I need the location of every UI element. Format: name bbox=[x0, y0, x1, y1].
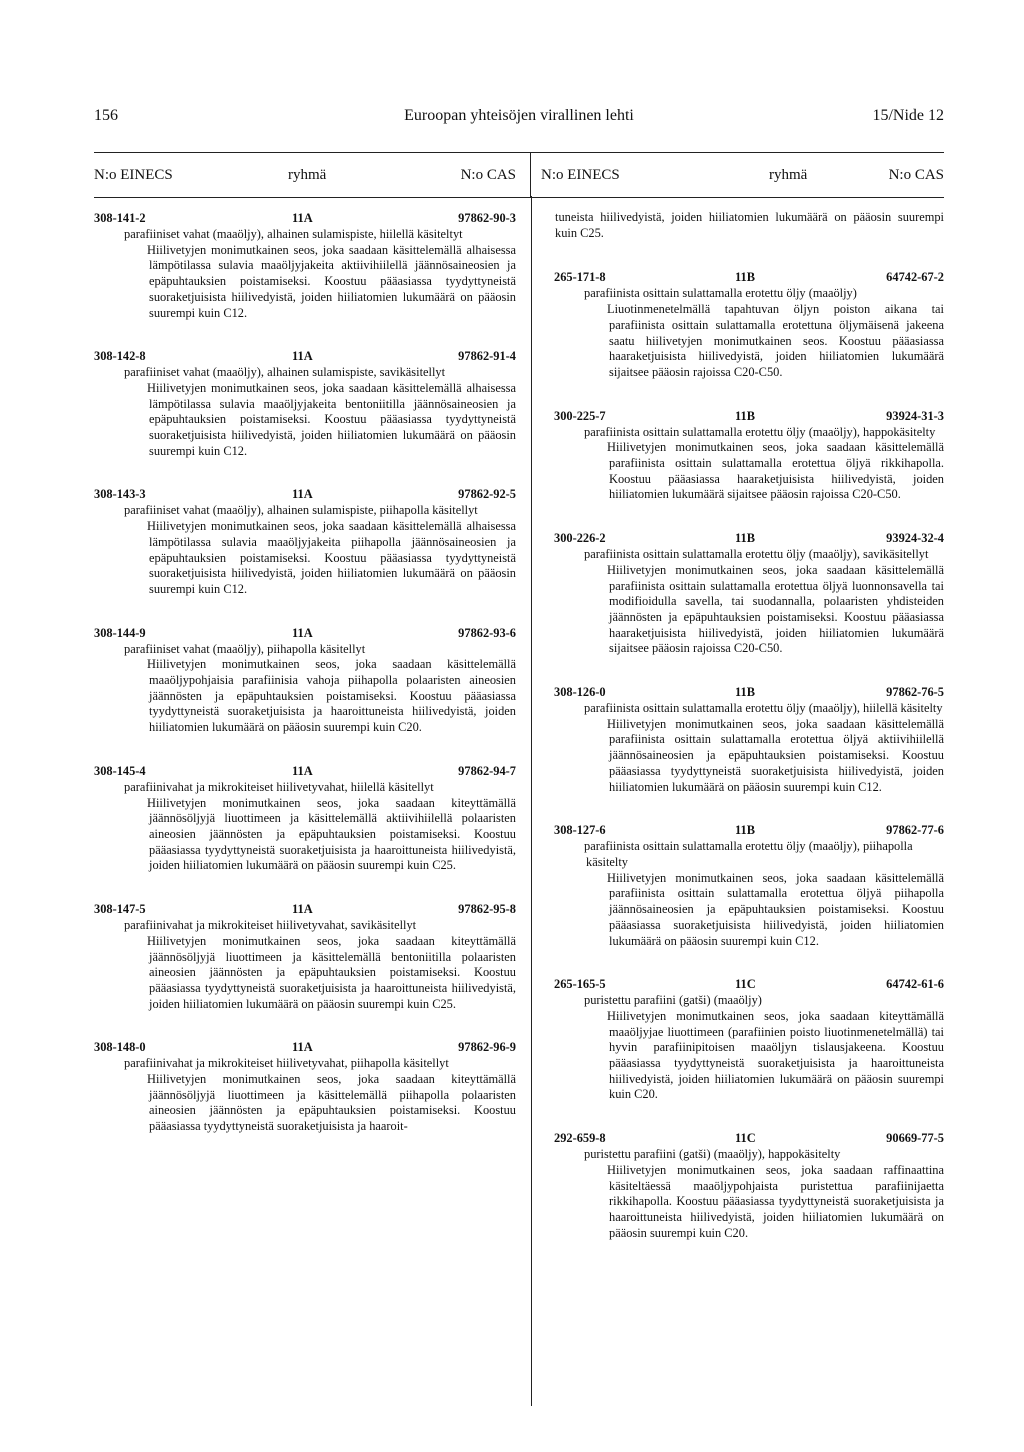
entry-header bbox=[94, 625, 516, 642]
substance-name: parafiinista osittain sulattamalla erotettu öljy (maaöljy) bbox=[584, 286, 857, 301]
einecs-number: 265-171-8 bbox=[554, 270, 606, 285]
substance-description: Hiilivetyjen monimutkainen seos, joka saadaan käsittelemällä parafiinista osittain sulattamalla erotettua öljyä luonnonsavella tai modifioidulla savella, tai suodannalla, polaaristen yhdisteiden jäännösten ja epäpuhtauksien poistamiseksi. Koostuu pääasiassa haaraketjuisista hiilivedyistä, joiden hiiliatomien lukumäärä sijaitsee pääosin rajoissa C20-C50. bbox=[607, 562, 944, 656]
substance-description: Hiilivetyjen monimutkainen seos, joka saadaan käsittelemällä maaöljypohjaisia parafiinisia vahoja piihapolla polaaristen aineosien jäännösten ja epäpuhtauksien poistamiseksi. Koostuu pääasiassa tyydyttyneistä suoraketjuisista ja haaroittuneista hiilivedyistä, joiden hiiliatomien lukumäärä on pääosin suurempi kuin C20. bbox=[147, 657, 516, 735]
einecs-number: 308-147-5 bbox=[94, 902, 146, 917]
entry-header bbox=[94, 210, 516, 227]
substance-description: Hiilivetyjen monimutkainen seos, joka saadaan käsittelemällä parafiinista osittain sulattamalla erotettua öljyä rikkihapolla. Koostuu pääasiassa haaraketjuisista hiilivedyistä, joiden hiiliatomien lukumäärä sijaitsee pääosin rajoissa C20-C50. bbox=[607, 440, 944, 502]
cas-number: 97862-90-3 bbox=[458, 211, 516, 225]
group-code: 11A bbox=[292, 349, 313, 364]
group-code: 11B bbox=[735, 531, 755, 546]
substance-name: parafiinivahat ja mikrokiteiset hiilivetyvahat, hiilellä käsitellyt bbox=[124, 779, 434, 794]
cas-number: 90669-77-5 bbox=[886, 1131, 944, 1146]
entry-header bbox=[554, 1130, 944, 1147]
substance-name: parafiiniset vahat (maaöljy), alhainen sulamispiste, piihapolla käsitellyt bbox=[124, 503, 478, 518]
substance-entry bbox=[94, 1039, 516, 1135]
substance-description: Hiilivetyjen monimutkainen seos, joka saadaan kiteyttämällä jäännösöljyjä liuottimeen ja käsittelemällä bentoniitilla polaaristen aineosien jäännösten ja epäpuhtauksien poistamiseksi. Koostuu pääasiassa tyydyttyneistä suoraketjuisista ja haaroittuneista hiilivedyistä, joiden hiiliatomien lukumäärä on pääosin suurempi kuin C25. bbox=[147, 933, 516, 1011]
substance-entry bbox=[94, 348, 516, 459]
substance-entry bbox=[94, 901, 516, 1012]
cas-number: 97862-94-7 bbox=[458, 763, 516, 778]
substance-entry bbox=[94, 763, 516, 874]
left-column bbox=[94, 210, 516, 1162]
page-header bbox=[94, 104, 944, 128]
entry-header bbox=[94, 901, 516, 918]
cas-number: 93924-31-3 bbox=[886, 408, 944, 423]
group-code: 11A bbox=[292, 763, 313, 778]
einecs-number: 308-126-0 bbox=[554, 685, 606, 700]
entry-header bbox=[554, 408, 944, 425]
group-code: 11C bbox=[735, 1131, 756, 1146]
cas-number: 97862-77-6 bbox=[886, 823, 944, 838]
substance-description: Hiilivetyjen monimutkainen seos, joka saadaan kiteyttämällä jäännösöljyjä liuottimeen ja käsittelemällä piihapolla polaaristen aineosien jäännösten ja epäpuhtauksien poistamiseksi. Koostuu pääasiassa tyydyttyneistä suoraketjuisista ja haaroit- bbox=[147, 1072, 516, 1134]
substance-entry bbox=[554, 1130, 944, 1241]
group-code: 11B bbox=[735, 270, 755, 285]
cas-number: 97862-93-6 bbox=[458, 625, 516, 640]
header-group: ryhmä bbox=[769, 167, 808, 183]
substance-entry bbox=[94, 210, 516, 321]
group-code: 11B bbox=[735, 823, 755, 838]
substance-description: Hiilivetyjen monimutkainen seos, joka saadaan kiteyttämällä maaöljyjae liuottimeen (parafiinien poisto liuotinmenetelmällä) tai hyvin parafiinipitoisen maaöljyn tislausjakeena. Koostuu pääasiassa tyydyttyneistä suoraketjuisista ja haaroittuneista hiilivedyistä, joiden hiiliatomien lukumäärä on pääosin suurempi kuin C20. bbox=[607, 1008, 944, 1102]
entry-header bbox=[554, 530, 944, 547]
substance-entry bbox=[554, 684, 944, 795]
right-column bbox=[554, 210, 944, 1268]
substance-name: parafiiniset vahat (maaöljy), alhainen sulamispiste, savikäsitellyt bbox=[124, 365, 446, 380]
column-header-right bbox=[531, 152, 944, 198]
group-code: 11A bbox=[292, 487, 313, 502]
header-einecs: N:o EINECS bbox=[541, 167, 620, 183]
einecs-number: 308-142-8 bbox=[94, 349, 146, 364]
cas-number: 97862-95-8 bbox=[458, 902, 516, 917]
group-code: 11B bbox=[735, 685, 755, 700]
substance-entry bbox=[554, 269, 944, 380]
cas-number: 97862-92-5 bbox=[458, 487, 516, 502]
substance-description: Hiilivetyjen monimutkainen seos, joka saadaan käsittelemällä alhaisessa lämpötilassa sulavia maaöljyjakeita piihapolla jäännösaineosien ja epäpuhtauksien poistamiseksi. Koostuu pääasiassa tyydyttyneistä suoraketjuisista hiilivedyistä, joiden hiiliatomien lukumäärä on pääosin suurempi kuin C12. bbox=[147, 519, 516, 596]
group-code: 11A bbox=[292, 211, 313, 225]
substance-entry bbox=[554, 408, 944, 504]
einecs-number: 308-145-4 bbox=[94, 763, 146, 778]
cas-number: 64742-61-6 bbox=[886, 977, 944, 992]
einecs-number: 265-165-5 bbox=[554, 977, 606, 992]
entry-header bbox=[94, 348, 516, 365]
einecs-number: 300-225-7 bbox=[554, 408, 606, 423]
einecs-number: 308-143-3 bbox=[94, 487, 146, 502]
group-code: 11A bbox=[292, 625, 313, 640]
einecs-number: 308-141-2 bbox=[94, 211, 146, 225]
page-number: 156 bbox=[94, 107, 118, 124]
substance-name: parafiinivahat ja mikrokiteiset hiilivetyvahat, piihapolla käsitellyt bbox=[124, 1056, 449, 1071]
cas-number: 97862-96-9 bbox=[458, 1040, 516, 1055]
header-group: ryhmä bbox=[288, 167, 327, 183]
einecs-number: 308-148-0 bbox=[94, 1040, 146, 1055]
cas-number: 97862-91-4 bbox=[458, 349, 516, 364]
substance-entry bbox=[554, 530, 944, 657]
substance-name: parafiinista osittain sulattamalla erotettu öljy (maaöljy), hiilellä käsitelty bbox=[584, 701, 943, 716]
einecs-number: 308-144-9 bbox=[94, 625, 146, 640]
journal-title: Euroopan yhteisöjen virallinen lehti bbox=[404, 107, 634, 124]
header-cas: N:o CAS bbox=[888, 167, 944, 183]
substance-entry bbox=[94, 486, 516, 597]
substance-name: puristettu parafiini (gatši) (maaöljy) bbox=[584, 993, 762, 1008]
substance-description: Hiilivetyjen monimutkainen seos, joka saadaan käsittelemällä alhaisessa lämpötilassa sulavia maaöljyjakeita aktiivihiilellä jäännösaineosien ja epäpuhtauksien poistamiseksi. Koostuu pääasiassa tyydyttyneistä suoraketjuisista hiilivedyistä, joiden hiiliatomien lukumäärä on pääosin suurempi kuin C12. bbox=[147, 242, 516, 320]
header-cas: N:o CAS bbox=[460, 167, 516, 183]
cas-number: 97862-76-5 bbox=[886, 685, 944, 700]
einecs-number: 300-226-2 bbox=[554, 531, 606, 546]
substance-entry bbox=[554, 822, 944, 949]
volume-label: 15/Nide 12 bbox=[872, 107, 944, 124]
substance-description: Hiilivetyjen monimutkainen seos, joka saadaan käsittelemällä alhaisessa lämpötilassa sulavia maaöljyjakeita bentoniitilla jäännösaineosien ja epäpuhtauksien poistamiseksi. Koostuu pääasiassa tyydyttyneistä suoraketjuisista hiilivedyistä, joiden hiiliatomien lukumäärä on pääosin suurempi kuin C12. bbox=[147, 380, 516, 458]
entry-header bbox=[554, 976, 944, 993]
substance-name: puristettu parafiini (gatši) (maaöljy), happokäsitelty bbox=[584, 1147, 841, 1162]
substance-description: Hiilivetyjen monimutkainen seos, joka saadaan käsittelemällä parafiinista osittain sulattamalla erotettua öljyä aktiivihiilellä jäännösaineosien ja epäpuhtauksien poistamiseksi. Koostuu pääasiassa tyydyttyneistä suoraketjuisista hiilivedyistä, joiden hiiliatomien lukumäärä on pääosin suurempi kuin C12. bbox=[607, 716, 944, 794]
substance-description: Liuotinmenetelmällä tapahtuvan öljyn poiston aikana tai parafiinista osittain sulattamalla erotettuna öljymäisenä jakeena saatu hiilivetyjen monimutkainen seos. Koostuu pääasiassa haaraketjuisista hiilivedyistä, joiden hiiliatomien lukumäärä sijaitsee pääosin rajoissa C20-C50. bbox=[607, 302, 944, 379]
group-code: 11A bbox=[292, 902, 313, 917]
substance-name: parafiinista osittain sulattamalla erotettu öljy (maaöljy), piihapolla käsitelty bbox=[584, 839, 913, 869]
column-header-left bbox=[94, 152, 531, 198]
group-code: 11A bbox=[292, 1040, 313, 1055]
entry-header bbox=[94, 1039, 516, 1056]
substance-entry bbox=[554, 976, 944, 1103]
column-divider bbox=[531, 196, 532, 1406]
substance-description: Hiilivetyjen monimutkainen seos, joka saadaan kiteyttämällä jäännösöljyjä liuottimeen ja käsittelemällä aktiivihiilellä polaaristen aineosien jäännösten ja epäpuhtauksien poistamiseksi. Koostuu pääasiassa tyydyttyneistä suoraketjuisista ja haaroittuneista hiilivedyistä, joiden hiiliatomien lukumäärä on pääosin suurempi kuin C25. bbox=[147, 795, 516, 873]
group-code: 11C bbox=[735, 977, 756, 992]
header-einecs: N:o EINECS bbox=[94, 167, 173, 183]
substance-description: Hiilivetyjen monimutkainen seos, joka saadaan käsittelemällä parafiinista osittain sulattamalla erotettua öljyä piihapolla jäännösaineosien ja epäpuhtauksien poistamiseksi. Koostuu pääasiassa suoraketjuisista hiilivedyistä, joiden hiiliatomien lukumäärä on pääosin suurempi kuin C12. bbox=[607, 870, 944, 948]
entry-header bbox=[94, 486, 516, 503]
einecs-number: 308-127-6 bbox=[554, 823, 606, 838]
substance-entry bbox=[94, 625, 516, 736]
entry-header bbox=[94, 763, 516, 780]
einecs-number: 292-659-8 bbox=[554, 1131, 606, 1146]
entry-header bbox=[554, 822, 944, 839]
substance-description: Hiilivetyjen monimutkainen seos, joka saadaan raffinaattina käsiteltäessä maaöljypohjaista puristettua parafiinijaetta rikkihapolla. Koostuu pääasiassa tyydyttyneistä suoraketjuisista ja haaroittuneista hiilivedyistä, joiden hiiliatomien lukumäärä on pääosin suurempi kuin C20. bbox=[607, 1162, 944, 1240]
substance-name: parafiinivahat ja mikrokiteiset hiilivetyvahat, savikäsitellyt bbox=[124, 918, 417, 933]
cas-number: 64742-67-2 bbox=[886, 270, 944, 285]
continued-text: tuneista hiilivedyistä, joiden hiiliatomien lukumäärä on pääosin suurempi kuin C25. bbox=[555, 210, 944, 240]
cas-number: 93924-32-4 bbox=[886, 531, 944, 546]
group-code: 11B bbox=[735, 408, 755, 423]
entry-header bbox=[554, 684, 944, 701]
entry-header bbox=[554, 269, 944, 286]
substance-name: parafiiniset vahat (maaöljy), alhainen sulamispiste, hiilellä käsiteltyt bbox=[124, 227, 463, 241]
substance-name: parafiinista osittain sulattamalla erotettu öljy (maaöljy), savikäsitellyt bbox=[584, 547, 929, 562]
substance-name: parafiinista osittain sulattamalla erotettu öljy (maaöljy), happokäsitelty bbox=[584, 424, 936, 439]
substance-name: parafiiniset vahat (maaöljy), piihapolla käsitellyt bbox=[124, 641, 366, 656]
